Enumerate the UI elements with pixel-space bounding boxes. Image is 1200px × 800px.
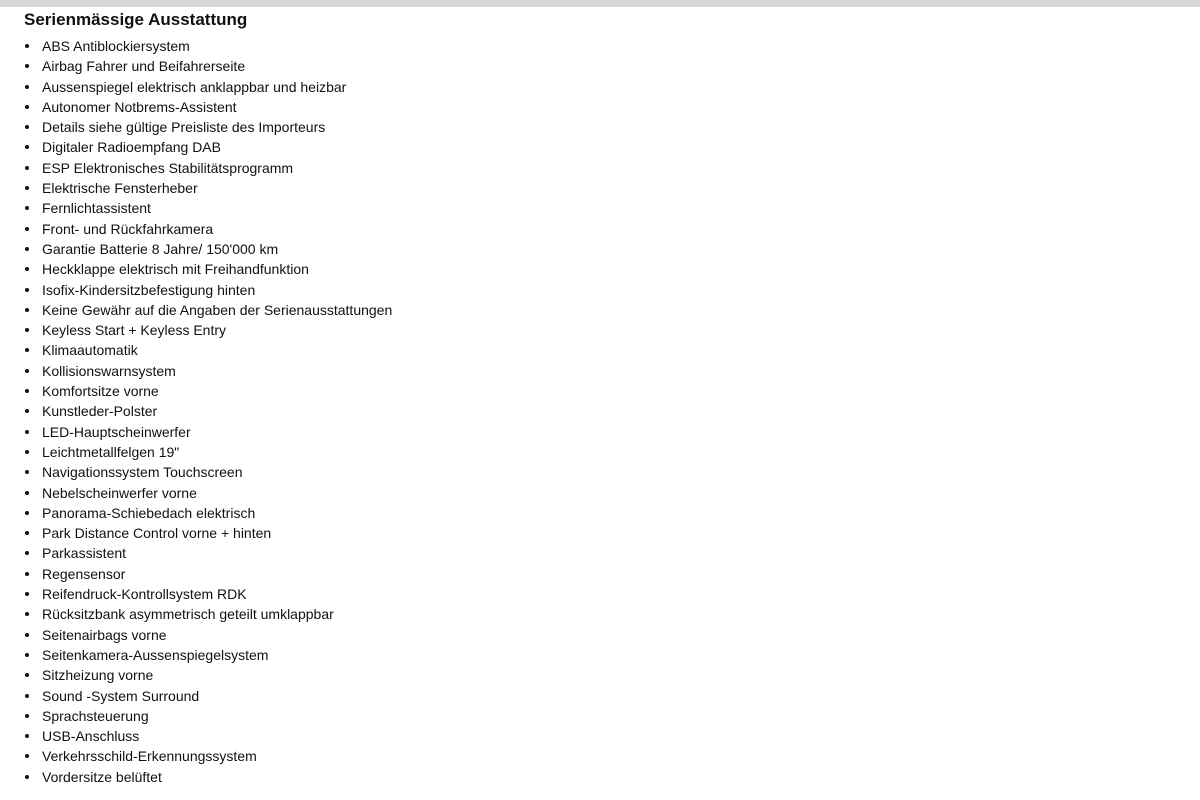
list-item-label: Sprachsteuerung [42, 707, 149, 724]
list-item-label: Park Distance Control vorne + hinten [42, 525, 272, 542]
list-item-label: Sitzheizung vorne [42, 667, 154, 684]
list-item [24, 523, 1174, 543]
list-item-label: Klimaautomatik [42, 342, 138, 359]
list-item-label: Sound -System Surround [42, 687, 200, 704]
bullet-icon [25, 511, 29, 515]
bullet-icon [25, 206, 29, 210]
bullet-icon [25, 348, 29, 352]
list-item-label: Fernlichtassistent [42, 200, 151, 217]
list-item-label: Digitaler Radioempfang DAB [42, 139, 221, 156]
list-item [24, 401, 1174, 421]
list-item [24, 665, 1174, 685]
list-item-label: Regensensor [42, 565, 126, 582]
list-item [24, 300, 1174, 320]
bullet-icon [25, 470, 29, 474]
list-item-label: Kollisionswarnsystem [42, 362, 176, 379]
list-item [24, 361, 1174, 381]
list-item [24, 381, 1174, 401]
list-item [24, 117, 1174, 137]
bullet-icon [25, 247, 29, 251]
list-item [24, 422, 1174, 442]
list-item [24, 645, 1174, 665]
list-item [24, 686, 1174, 706]
list-item [24, 483, 1174, 503]
list-item-label: Verkehrsschild-Erkennungssystem [42, 748, 257, 765]
list-item-label: Keyless Start + Keyless Entry [42, 322, 227, 339]
list-item [24, 178, 1174, 198]
list-item-label: Panorama-Schiebedach elektrisch [42, 504, 256, 521]
bullet-icon [25, 186, 29, 190]
bullet-icon [25, 734, 29, 738]
list-item-label: USB-Anschluss [42, 728, 140, 745]
list-item-label: Elektrische Fensterheber [42, 180, 198, 197]
bullet-icon [25, 227, 29, 231]
list-item [24, 584, 1174, 604]
list-item-label: Kunstleder-Polster [42, 403, 158, 420]
list-item [24, 239, 1174, 259]
standard-equipment-section [24, 9, 1174, 787]
list-item-label: Parkassistent [42, 545, 127, 562]
list-item-label: Leichtmetallfelgen 19" [42, 443, 180, 460]
list-item [24, 543, 1174, 563]
bullet-icon [25, 491, 29, 495]
bullet-icon [25, 714, 29, 718]
list-item [24, 767, 1174, 787]
bullet-icon [25, 288, 29, 292]
list-item-label: Keine Gewähr auf die Angaben der Serienausstattungen [42, 301, 393, 318]
bullet-icon [25, 389, 29, 393]
list-item-label: Vordersitze belüftet [42, 768, 162, 785]
list-item [24, 280, 1174, 300]
list-item [24, 158, 1174, 178]
bullet-icon [25, 430, 29, 434]
bullet-icon [25, 267, 29, 271]
list-item-label: Nebelscheinwerfer vorne [42, 484, 197, 501]
list-item-label: Seitenkamera-Aussenspiegelsystem [42, 646, 269, 663]
list-item [24, 726, 1174, 746]
bullet-icon [25, 551, 29, 555]
list-item [24, 340, 1174, 360]
bullet-icon [25, 308, 29, 312]
bullet-icon [25, 754, 29, 758]
bullet-icon [25, 531, 29, 535]
list-item [24, 77, 1174, 97]
bullet-icon [25, 328, 29, 332]
bullet-icon [25, 694, 29, 698]
list-item [24, 604, 1174, 624]
list-item [24, 56, 1174, 76]
bullet-icon [25, 44, 29, 48]
list-item-label: Reifendruck-Kontrollsystem RDK [42, 586, 247, 603]
list-item [24, 503, 1174, 523]
bullet-icon [25, 369, 29, 373]
list-item-label: Autonomer Notbrems-Assistent [42, 98, 237, 115]
list-item [24, 746, 1174, 766]
bullet-icon [25, 105, 29, 109]
bullet-icon [25, 612, 29, 616]
bullet-icon [25, 673, 29, 677]
list-item [24, 219, 1174, 239]
bullet-icon [25, 592, 29, 596]
list-item-label: Garantie Batterie 8 Jahre/ 150'000 km [42, 240, 279, 257]
list-item [24, 706, 1174, 726]
list-item [24, 462, 1174, 482]
bullet-icon [25, 85, 29, 89]
list-item-label: Isofix-Kindersitzbefestigung hinten [42, 281, 256, 298]
list-item [24, 97, 1174, 117]
list-item [24, 442, 1174, 462]
section-title: Serienmässige Ausstattung [24, 10, 248, 29]
list-item [24, 198, 1174, 218]
list-item-label: LED-Hauptscheinwerfer [42, 423, 191, 440]
list-item-label: Details siehe gültige Preisliste des Importeurs [42, 119, 326, 136]
list-item [24, 564, 1174, 584]
list-item [24, 320, 1174, 340]
bullet-icon [25, 450, 29, 454]
bullet-icon [25, 409, 29, 413]
bullet-icon [25, 64, 29, 68]
top-strip [0, 0, 1200, 7]
list-item-label: Rücksitzbank asymmetrisch geteilt umklappbar [42, 606, 334, 623]
bullet-icon [25, 653, 29, 657]
list-item [24, 137, 1174, 157]
list-item-label: Aussenspiegel elektrisch anklappbar und heizbar [42, 78, 347, 95]
list-item-label: Heckklappe elektrisch mit Freihandfunktion [42, 261, 309, 278]
list-item [24, 259, 1174, 279]
list-item [24, 625, 1174, 645]
feature-list [24, 36, 1174, 787]
list-item-label: Navigationssystem Touchscreen [42, 464, 243, 481]
bullet-icon [25, 633, 29, 637]
bullet-icon [25, 145, 29, 149]
list-item [24, 36, 1174, 56]
list-item-label: Airbag Fahrer und Beifahrerseite [42, 58, 246, 75]
list-item-label: Front- und Rückfahrkamera [42, 220, 214, 237]
bullet-icon [25, 572, 29, 576]
list-item-label: Seitenairbags vorne [42, 626, 167, 643]
list-item-label: ABS Antiblockiersystem [42, 38, 190, 54]
bullet-icon [25, 125, 29, 129]
bullet-icon [25, 775, 29, 779]
list-item-label: ESP Elektronisches Stabilitätsprogramm [42, 159, 294, 176]
bullet-icon [25, 166, 29, 170]
list-item-label: Komfortsitze vorne [42, 383, 159, 400]
